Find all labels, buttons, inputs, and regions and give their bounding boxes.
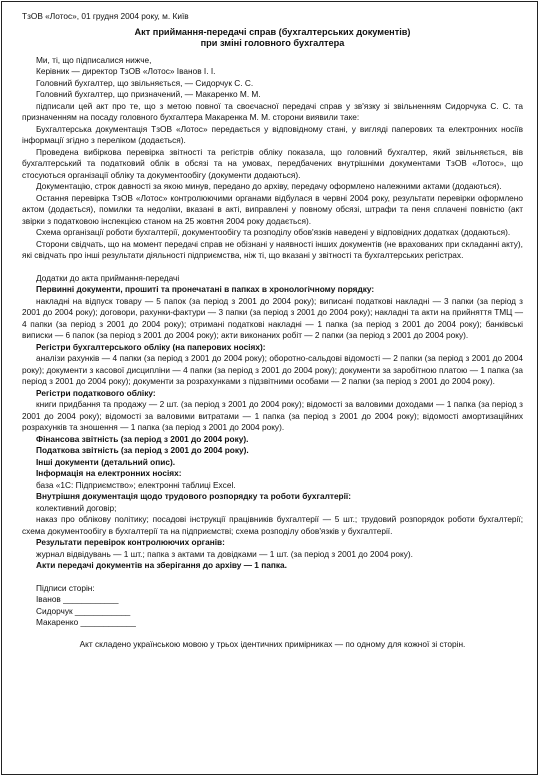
body-paragraph: Бухгалтерська документація ТзОВ «Лотос» передається у відповідному стані, у вигляді паперових та електронних носіїв інформації згідно з переліком (додається).	[22, 123, 523, 145]
section-title: Внутрішня документація щодо трудового розпорядку та роботи бухгалтерії:	[36, 491, 352, 501]
document-page	[1, 1, 538, 775]
body-paragraph: Проведена вибіркова перевірка звітності та регістрів обліку показала, що головний бухгалтер, який звільняється, вів бухгалтерський та податковий облік в обсязі та на умовах, передбачених внутрішніми документами ТзОВ «Лотос», що стосуються організації обліку та документообігу (документи додаються).	[22, 146, 523, 180]
signature-line: Іванов ____________	[36, 594, 119, 604]
section-title: Фінансова звітність (за період з 2001 до 2004 року).	[36, 433, 249, 444]
signature-line: Сидорчук ____________	[36, 605, 131, 616]
intro-block	[22, 55, 523, 101]
appendix-block	[22, 273, 523, 572]
body-paragraphs	[22, 101, 523, 262]
section-text: аналізи рахунків — 4 папки (за період з 2001 до 2004 року); оборотно-сальдові відомості — 2 папки (за період з 2001 до 2004 року); документи з касової дисципліни — 4 папки (за період з 2001 до 2004 року); документи за заробітною платою — 1 папка (за період з 2001 до 2004 року); документи за розрахунками з підзвітними особами — 2 папки (за період з 2001 до 2004 року).	[22, 353, 523, 386]
section-text: накладні на відпуск товару — 5 папок (за період з 2001 до 2004 року); виписані податкові накладні — 3 папки (за період з 2001 до 2004 року); договори, рахунки-фактури — 3 папки (за період з 2001 до 2004 року); накладні та акти на прийняття ТМЦ — 4 папки (за період з 2001 до 2004 року); отримані податкові накладні — 1 папка (за період з 2001 до 2004 року); банківські виписки — 6 папок (за період з 2001 до 2004 року); акти виконаних робіт — 2 папки (за період з 2001 до 2004 року).	[22, 295, 523, 340]
intro-line: Керівник — директор ТзОВ «Лотос» Іванов І. І.	[36, 66, 216, 76]
signature-line: Макаренко ____________	[36, 617, 136, 627]
section-text: журнал відвідувань — 1 шт.; папка з актами та довідками — 1 шт. (за період з 2001 до 2004 року).	[36, 548, 413, 559]
section-title: Інші документи (детальний опис).	[36, 456, 176, 467]
section-title: Регістри бухгалтерського обліку (на паперових носіях):	[36, 341, 266, 352]
signatures-title: Підписи сторін:	[36, 582, 95, 593]
body-paragraph: Схема організації роботи бухгалтерії, документообігу та розподілу обов'язків наведені у відповідних додатках (додаються).	[36, 227, 511, 237]
document-header: ТзОВ «Лотос», 01 грудня 2004 року, м. Київ	[22, 11, 189, 21]
section-title: Первинні документи, прошиті та пронечатані в папках в хронологічному порядку:	[36, 284, 375, 294]
section-text: наказ про облікову політику; посадові інструкції працівників бухгалтерії — 5 шт.; трудовий розпорядок роботи бухгалтерії; схема документообігу в бухгалтерії та на підприємстві; схема розподілу обов'язків у бухгалтерії.	[22, 514, 523, 536]
title-line-1: Акт приймання-передачі справ (бухгалтерських документів)	[134, 26, 411, 37]
appendix-title: Додатки до акта приймання-передачі	[36, 272, 180, 283]
body-paragraph: Документацію, строк давності за якою минув, передано до архіву, передачу оформлено належними актами (додаються).	[36, 181, 502, 191]
section-title: Інформація на електронних носіях:	[36, 468, 182, 478]
title-line-2: при зміні головного бухгалтера	[200, 37, 345, 48]
section-text: книги придбання та продажу — 2 шт. (за період з 2001 до 2004 року); відомості за валовими доходами — 1 папка (за період з 2001 до 2004 року); відомості за валовими витратами — 1 папка (за період з 2001 до 2004 року); відомості амортизаційних розрахунків та зношення — 1 папка (за період з 2001 до 2004 року).	[22, 399, 523, 432]
signatures-block	[22, 583, 523, 629]
section-title: Акти передачі документів на зберігання до архіву — 1 папка.	[36, 560, 287, 570]
body-paragraph: Сторони свідчать, що на момент передачі справ не обізнані у наявності інших документів (не врахованих при складанні акту), які свідчать про інші результати діяльності підприємства, ніж ті, що вказані у звітності та бухгалтерських регістрах.	[22, 238, 523, 260]
section-text: колективний договір;	[36, 502, 117, 513]
intro-line: Головний бухгалтер, що звільняється, — Сидорчук С. С.	[36, 77, 254, 88]
section-title: Регістри податкового обліку:	[36, 387, 156, 398]
intro-line: Головний бухгалтер, що призначений, — Макаренко М. М.	[36, 89, 261, 99]
document-title	[22, 27, 523, 49]
document-footer: Акт складено українською мовою у трьох ідентичних примірниках — по одному для кожної зі сторін.	[79, 638, 466, 649]
section-title: Результати перевірок контролюючих органів:	[36, 537, 225, 547]
body-paragraph: підписали цей акт про те, що з метою повної та своєчасної передачі справ у зв'язку зі звільненням Сидорчука С. С. та призначенням на посаду головного бухгалтера Макаренка М. М. сторони виявили таке:	[22, 100, 523, 122]
intro-line: Ми, ті, що підписалися нижче,	[36, 54, 152, 65]
section-title: Податкова звітність (за період з 2001 до 2004 року).	[36, 445, 249, 455]
body-paragraph: Остання перевірка ТзОВ «Лотос» контролюючими органами відбулася в червні 2004 року, результати перевірки оформлено актом (додається), помилки та недоліки, вказані в акті, виправлені у повному обсязі, штрафи та пеня сплачені повністю (акт звірки з податковою інспекцією станом на 25 жовтня 2004 року додається).	[22, 192, 523, 226]
section-text: база «1С: Підприємство»; електронні таблиці Excel.	[36, 479, 236, 490]
